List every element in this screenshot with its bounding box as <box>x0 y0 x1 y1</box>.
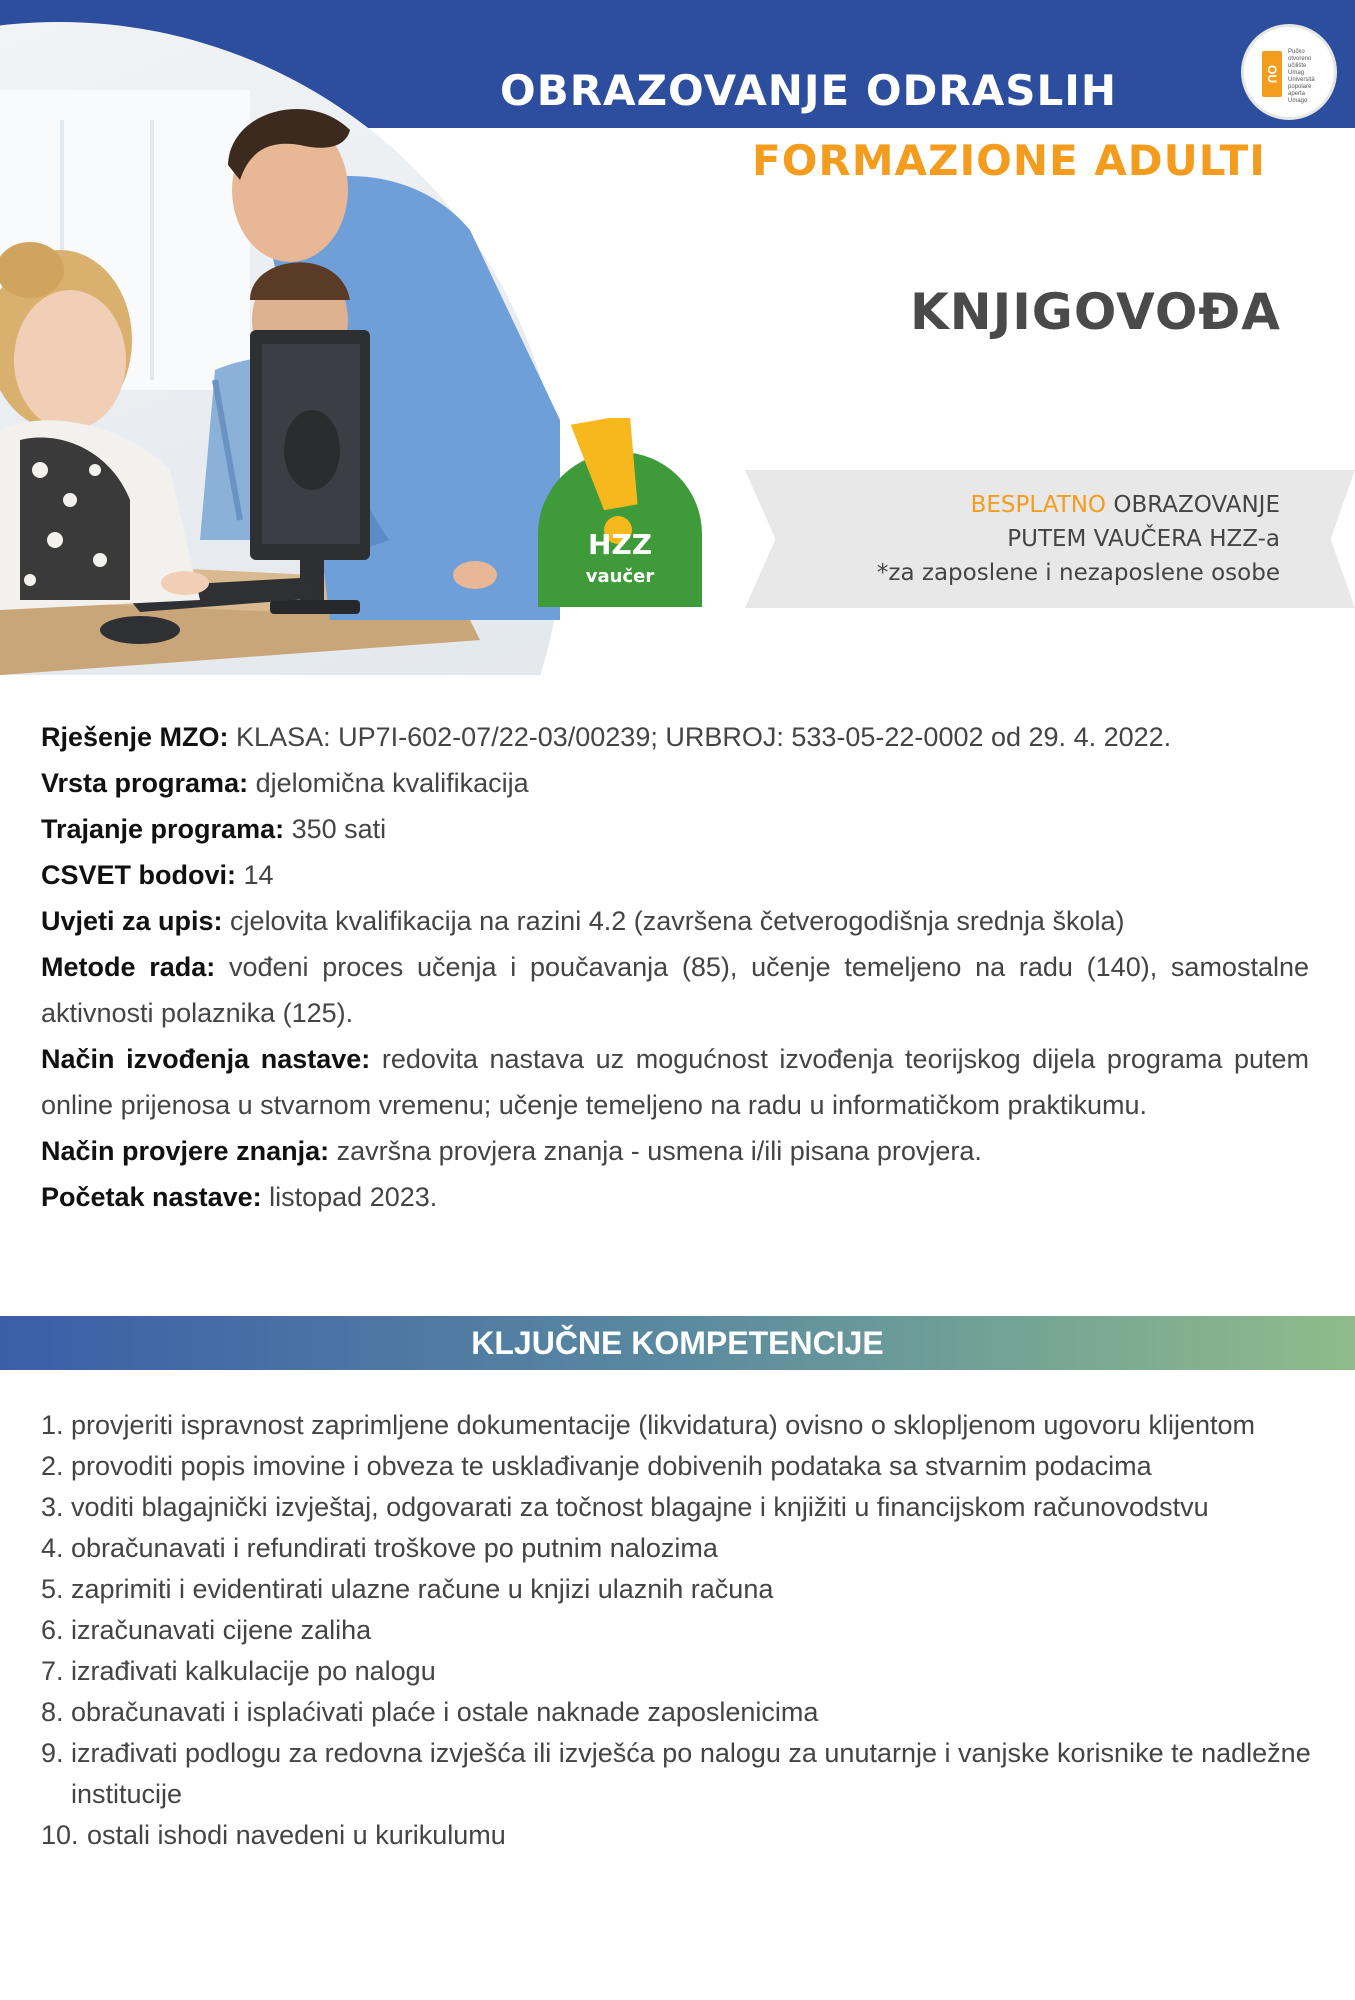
list-item: 4. obračunavati i refundirati troškove po putnim nalozima <box>41 1533 718 1563</box>
list-item: 1. provjeriti ispravnost zaprimljene dokumentacije (likvidatura) ovisno o sklopljenom ugovoru klijentom <box>41 1410 1256 1440</box>
info-row: Početak nastave: listopad 2023. <box>41 1182 438 1212</box>
logo-text: Pučko otvoreno učilište Umag Università popolare aperta Umago <box>1288 49 1315 104</box>
info-row: Vrsta programa: djelomična kvalifikacija <box>41 768 529 798</box>
list-item: 3. voditi blagajnički izvještaj, odgovarati za točnost blagajne i knjižiti u financijskom računovodstvu <box>41 1492 1209 1522</box>
ribbon-line-2: PUTEM VAUČERA HZZ-a <box>1007 526 1280 552</box>
ribbon-line-3: *za zaposlene i nezaposlene osobe <box>876 560 1280 586</box>
program-info <box>41 714 1309 1220</box>
list-item: 8. obračunavati i isplaćivati plaće i ostale naknade zaposlenicima <box>41 1697 819 1727</box>
list-item: 9. izrađivati podlogu za redovna izvješća ili izvješća po nalogu za unutarnje i vanjske korisnike te nadležne institucije <box>41 1738 1311 1809</box>
info-row: Trajanje programa: 350 sati <box>41 814 387 844</box>
free-highlight: BESPLATNO <box>970 492 1107 518</box>
competences-title: KLJUČNE KOMPETENCIJE <box>471 1325 884 1361</box>
badge-title: HZZ <box>587 528 653 561</box>
info-row: CSVET bodovi: 14 <box>41 860 274 890</box>
list-item: 2. provoditi popis imovine i obveza te usklađivanje dobivenih podataka sa stvarnim podacima <box>41 1451 1152 1481</box>
logo-mark: OU <box>1262 51 1282 97</box>
list-item: 5. zaprimiti i evidentirati ulazne račune u knjizi ulaznih računa <box>41 1574 774 1604</box>
hzz-voucher-badge <box>538 452 702 607</box>
info-row: Metode rada: vođeni proces učenja i poučavanja (85), učenje temeljeno na radu (140), samostalne aktivnosti polaznika (125). <box>41 952 1309 1028</box>
info-row: Rješenje MZO: KLASA: UP7I-602-07/22-03/00239; URBROJ: 533-05-22-0002 od 29. 4. 2022. <box>41 722 1172 752</box>
title-croatian: OBRAZOVANJE ODRASLIH <box>500 66 1118 115</box>
title-italian: FORMAZIONE ADULTI <box>752 136 1266 185</box>
info-row: Način izvođenja nastave: redovita nastava uz mogućnost izvođenja teorijskog dijela programa putem online prijenosa u stvarnom vremenu; učenje temeljeno na radu u informatičkom praktikumu. <box>41 1044 1309 1120</box>
school-logo <box>1241 24 1337 120</box>
badge-subtitle: vaučer <box>585 566 655 587</box>
competences-list <box>41 1405 1311 1856</box>
competences-banner <box>0 1316 1355 1370</box>
classroom-illustration <box>0 0 570 675</box>
list-item: 10. ostali ishodi navedeni u kurikulumu <box>41 1820 506 1850</box>
program-name: KNJIGOVOĐA <box>910 283 1281 341</box>
list-item: 6. izračunavati cijene zaliha <box>41 1615 372 1645</box>
list-item: 7. izrađivati kalkulacije po nalogu <box>41 1656 436 1686</box>
info-row: Uvjeti za upis: cjelovita kvalifikacija na razini 4.2 (završena četverogodišnja srednja škola) <box>41 906 1125 936</box>
ribbon-line-1: BESPLATNO OBRAZOVANJE <box>970 492 1280 518</box>
ribbon-text <box>877 488 1280 590</box>
info-row: Način provjere znanja: završna provjera znanja - usmena i/ili pisana provjera. <box>41 1136 982 1166</box>
